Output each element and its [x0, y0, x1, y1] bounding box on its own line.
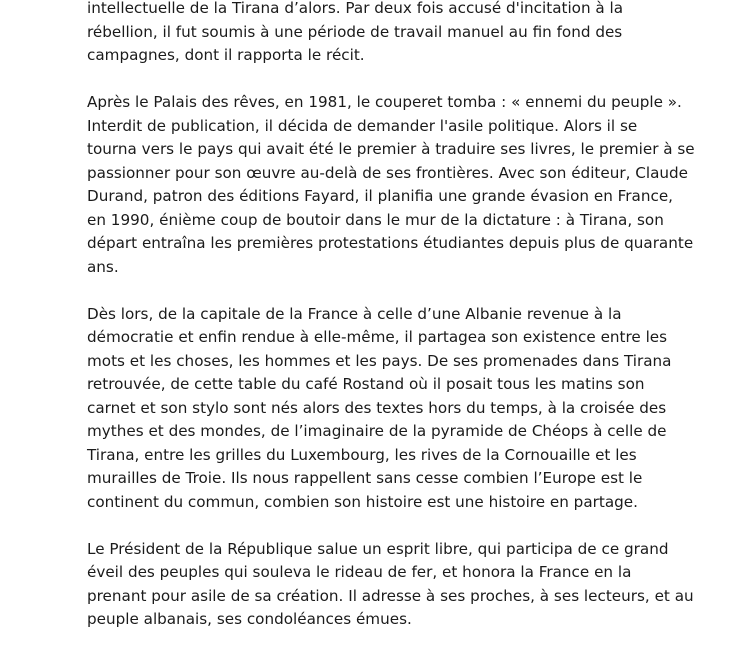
text-line: Tirana, entre les grilles du Luxembourg, les rives de la Cornouaille et les: [87, 445, 637, 464]
text-line: tourna vers le pays qui avait été le premier à traduire ses livres, le premier à se: [87, 140, 695, 158]
text-line: ans.: [87, 257, 119, 276]
text-line: passionner pour son œuvre au-delà de ses frontières. Avec son éditeur, Claude: [87, 163, 688, 182]
text-line: en 1990, énième coup de boutoir dans le mur de la dictature : à Tirana, son: [87, 210, 664, 229]
text-line: éveil des peuples qui souleva le rideau de fer, et honora la France en la: [87, 563, 632, 581]
text-line: rébellion, il fut soumis à une période de travail manuel au fin fond des: [87, 22, 623, 41]
text-line: peuple albanais, ses condoléances émues.: [87, 610, 412, 628]
article-body: [87, 0, 695, 655]
text-line: campagnes, dont il rapporta le récit.: [87, 46, 365, 64]
text-line: continent du commun, combien son histoire est une histoire en partage.: [87, 492, 638, 511]
text-line: Dès lors, de la capitale de la France à celle d’une Albanie revenue à la: [87, 304, 622, 323]
text-line: Le Président de la République salue un esprit libre, qui participa de ce grand: [87, 539, 669, 558]
text-line: Après le Palais des rêves, en 1981, le couperet tomba : « ennemi du peuple ».: [87, 93, 682, 111]
text-line: Durand, patron des éditions Fayard, il planifia une grande évasion en France,: [87, 187, 673, 205]
text-line: mythes et des mondes, de l’imaginaire de la pyramide de Chéops à celle de: [87, 422, 667, 440]
text-line: carnet et son stylo sont nés alors des textes hors du temps, à la croisée des: [87, 398, 667, 417]
text-line: mots et les choses, les hommes et les pays. De ses promenades dans Tirana: [87, 351, 672, 370]
text-line: départ entraîna les premières protestations étudiantes depuis plus de quarante: [87, 234, 694, 252]
paragraph-3: [87, 303, 677, 515]
paragraph-1: [87, 0, 677, 68]
paragraph-4: [87, 538, 694, 632]
text-line: retrouvée, de cette table du café Rostand où il posait tous les matins son: [87, 375, 645, 393]
text-line: prenant pour asile de sa création. Il adresse à ses proches, à ses lecteurs, et au: [87, 586, 694, 605]
text-line: intellectuelle de la Tirana d’alors. Par deux fois accusé d'incitation à la: [87, 0, 624, 17]
text-line: Interdit de publication, il décida de demander l'asile politique. Alors il se: [87, 116, 638, 135]
text-line: murailles de Troie. Ils nous rappellent sans cesse combien l’Europe est le: [87, 469, 643, 487]
paragraph-2: [87, 91, 695, 279]
text-line: démocratie et enfin rendue à elle-même, il partagea son existence entre les: [87, 328, 668, 346]
